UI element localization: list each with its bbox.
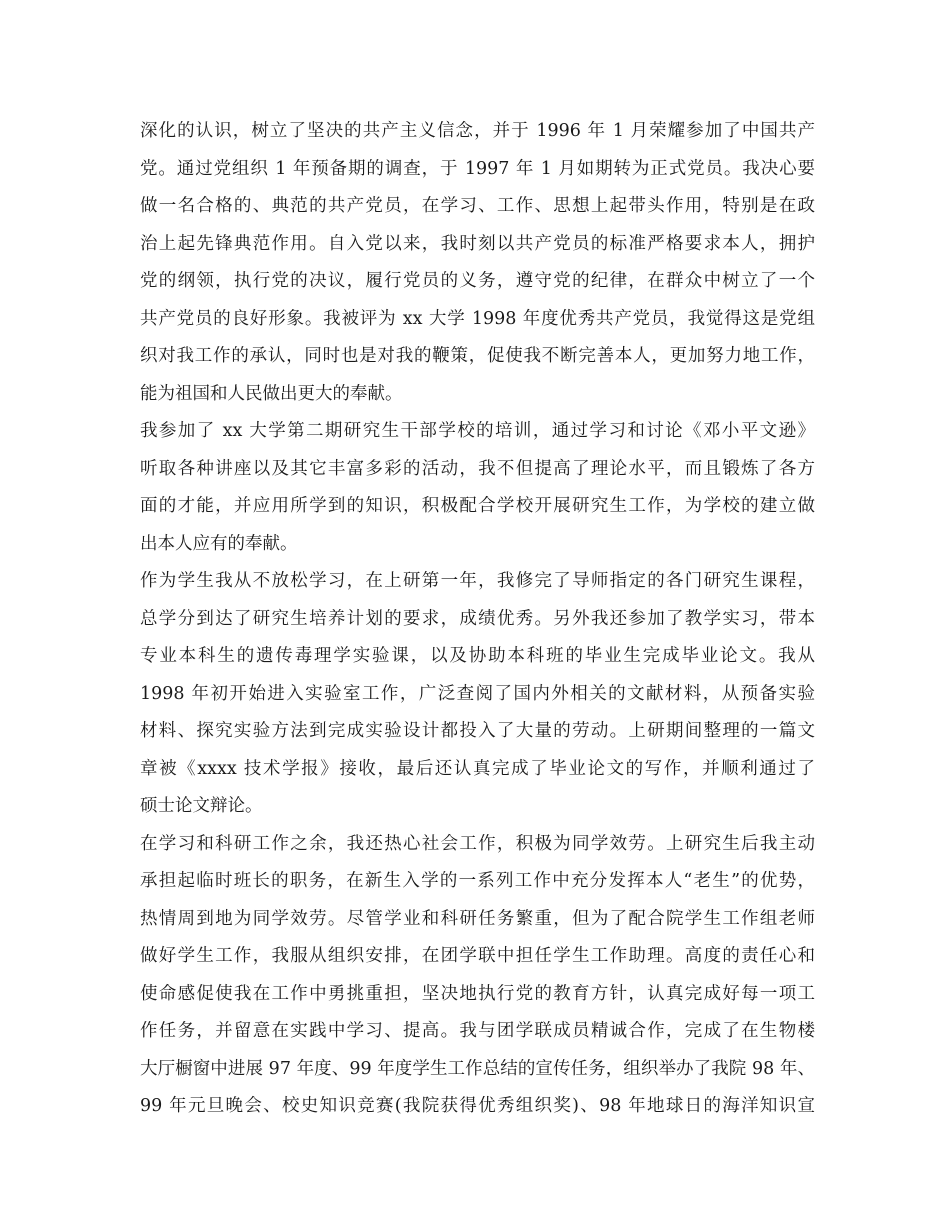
text-line: 做一名合格的、典范的共产党员，在学习、工作、思想上起带头作用，特别是在政 bbox=[140, 196, 815, 216]
text-line: 我参加了 xx 大学第二期研究生干部学校的培训，通过学习和讨论《邓小平文逊》 bbox=[140, 421, 815, 441]
text-line: 材料、探究实验方法到完成实验设计都投入了大量的劳动。上研期间整理的一篇文 bbox=[140, 721, 815, 741]
text-line: 深化的认识，树立了坚决的共产主义信念，并于 1996 年 1 月荣耀参加了中国共产 bbox=[140, 121, 815, 141]
text-line: 总学分到达了研究生培养计划的要求，成绩优秀。另外我还参加了教学实习，带本 bbox=[140, 608, 815, 629]
text-line: 使命感促使我在工作中勇挑重担，坚决地执行党的教育方针，认真完成好每一项工 bbox=[140, 983, 815, 1004]
text-line: 织对我工作的承认，同时也是对我的鞭策，促使我不断完善本人，更加努力地工作， bbox=[140, 346, 815, 366]
text-line: 1998 年初开始进入实验室工作，广泛查阅了国内外相关的文献材料，从预备实验 bbox=[140, 683, 815, 704]
paragraph-party-membership bbox=[140, 113, 815, 413]
text-line: 能为祖国和人民做出更大的奉献。 bbox=[140, 383, 403, 404]
paragraph-study-research bbox=[140, 563, 815, 826]
text-line: 承担起临时班长的职务，在新生入学的一系列工作中充分发挥本人“老生”的优势， bbox=[140, 871, 815, 891]
text-line: 共产党员的良好形象。我被评为 xx 大学 1998 年度优秀共产党员，我觉得这是党组 bbox=[140, 308, 815, 329]
text-line: 章被《xxxx 技术学报》接收，最后还认真完成了毕业论文的写作，并顺利通过了 bbox=[140, 758, 815, 779]
text-line: 面的才能，并应用所学到的知识，积极配合学校开展研究生工作，为学校的建立做 bbox=[140, 496, 815, 516]
text-line: 在学习和科研工作之余，我还热心社会工作，积极为同学效劳。上研究生后我主动 bbox=[140, 833, 815, 854]
text-line: 大厅橱窗中进展 97 年度、99 年度学生工作总结的宣传任务，组织举办了我院 98 年、 bbox=[140, 1058, 815, 1079]
text-line: 听取各种讲座以及其它丰富多彩的活动，我不但提高了理论水平，而且锻炼了各方 bbox=[140, 458, 815, 479]
text-line: 党的纲领，执行党的决议，履行党员的义务，遵守党的纪律，在群众中树立了一个 bbox=[140, 271, 815, 291]
document-body bbox=[140, 113, 815, 1126]
paragraph-cadre-training bbox=[140, 413, 815, 563]
text-line: 作任务，并留意在实践中学习、提高。我与团学联成员精诚合作，完成了在生物楼 bbox=[140, 1021, 815, 1041]
paragraph-social-work bbox=[140, 826, 815, 1126]
text-line: 专业本科生的遗传毒理学实验课，以及协助本科班的毕业生完成毕业论文。我从 bbox=[140, 646, 815, 666]
text-line: 治上起先锋典范作用。自入党以来，我时刻以共产党员的标准严格要求本人，拥护 bbox=[140, 233, 815, 254]
text-line: 99 年元旦晚会、校史知识竞赛(我院获得优秀组织奖)、98 年地球日的海洋知识宣 bbox=[140, 1096, 815, 1116]
text-line: 热情周到地为同学效劳。尽管学业和科研任务繁重，但为了配合院学生工作组老师 bbox=[140, 908, 815, 929]
text-line: 出本人应有的奉献。 bbox=[140, 533, 298, 554]
text-line: 做好学生工作，我服从组织安排，在团学联中担任学生工作助理。高度的责任心和 bbox=[140, 946, 815, 966]
text-line: 作为学生我从不放松学习，在上研第一年，我修完了导师指定的各门研究生课程， bbox=[140, 571, 815, 591]
text-line: 硕士论文辩论。 bbox=[140, 796, 263, 816]
text-line: 党。通过党组织 1 年预备期的调查，于 1997 年 1 月如期转为正式党员。我决心要 bbox=[140, 158, 815, 179]
